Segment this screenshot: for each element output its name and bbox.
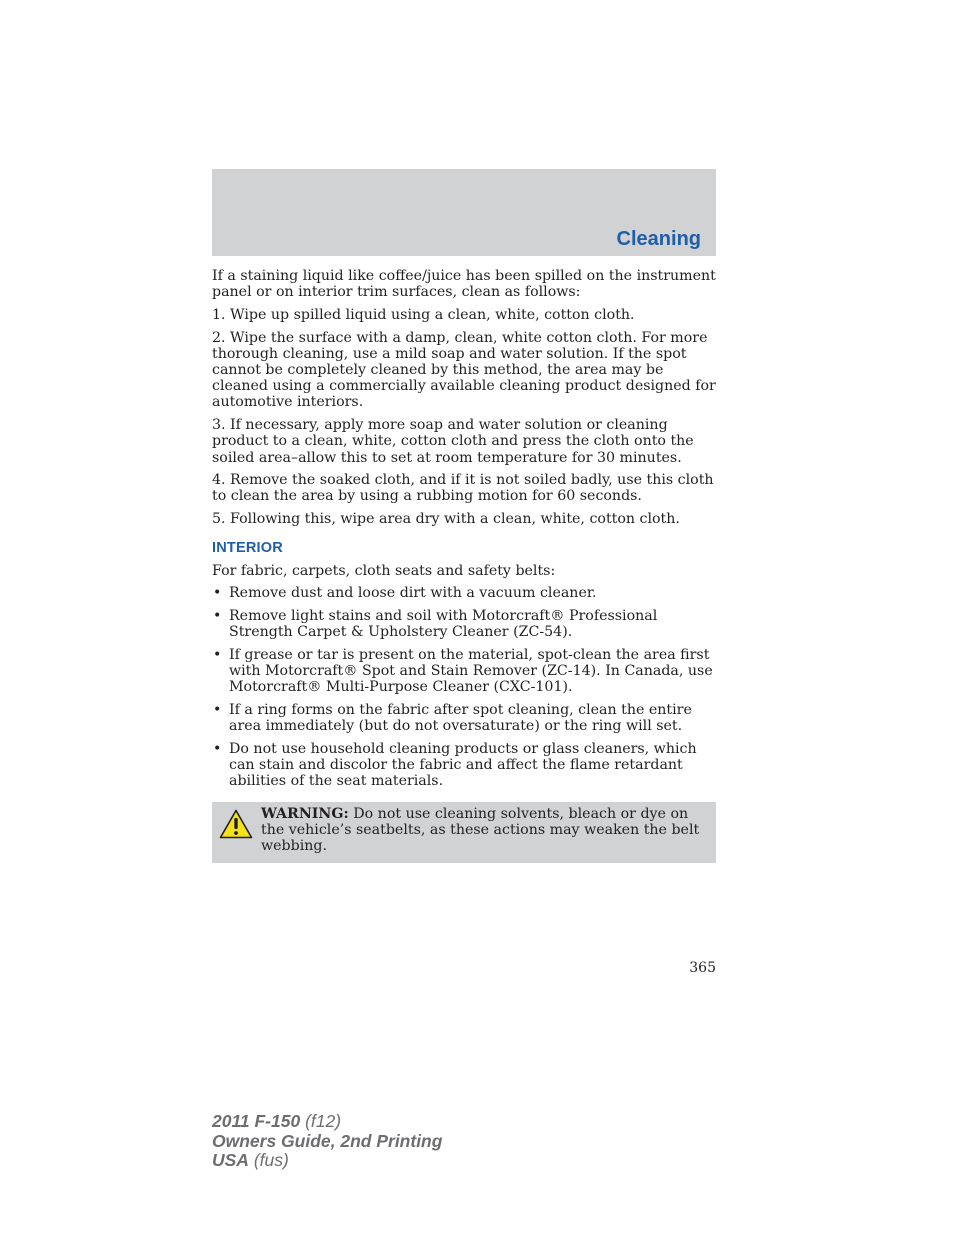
header-band (212, 169, 716, 256)
step-4: 4. Remove the soaked cloth, and if it is not soiled badly, use this cloth to clean the area by using a rubbing motion for 60 seconds. (212, 472, 714, 505)
main-content (212, 268, 716, 796)
footer-line-2: Owners Guide, 2nd Printing (212, 1130, 443, 1151)
step-2: 2. Wipe the surface with a damp, clean, white cotton cloth. For more thorough cleaning, use a mild soap and water solution. If the spot cannot be completely cleaned by this method, the area may be cleaned using a commercially available cleaning product designed for automotive interiors. (212, 329, 716, 411)
step-5: 5. Following this, wipe area dry with a clean, white, cotton cloth. (212, 511, 680, 528)
page-number: 365 (689, 960, 716, 976)
bullet-icon: • (213, 585, 222, 602)
footer-line-3 (212, 1151, 442, 1171)
bullet-icon: • (213, 740, 222, 757)
list-item-text: Do not use household cleaning products or glass cleaners, which can stain and discolor the fabric and affect the flame retardant abilities of the seat materials. (229, 740, 697, 790)
warning-text: Do not use cleaning solvents, bleach or dye on the vehicle’s seatbelts, as these actions may weaken the belt webbing. (261, 806, 700, 855)
warning-box (212, 802, 716, 863)
list-item (212, 702, 716, 734)
list-item-text: Remove dust and loose dirt with a vacuum cleaner. (229, 585, 597, 602)
footer (212, 1112, 442, 1171)
list-item-text: If a ring forms on the fabric after spot cleaning, clean the entire area immediately (but do not oversaturate) or the ring will set. (229, 701, 692, 735)
warning-label: WARNING: (261, 806, 349, 822)
interior-intro: For fabric, carpets, cloth seats and safety belts: (212, 562, 556, 579)
footer-line-1 (212, 1112, 442, 1132)
warning-triangle-icon (219, 809, 253, 839)
intro-paragraph: If a staining liquid like coffee/juice has been spilled on the instrument panel or on interior trim surfaces, clean as follows: (212, 268, 716, 301)
step-3: 3. If necessary, apply more soap and water solution or cleaning product to a clean, white, cotton cloth and press the cloth onto the soiled area–allow this to set at room temperature for 30 minutes. (212, 417, 694, 466)
section-title: Cleaning (616, 228, 701, 250)
list-item-text: If grease or tar is present on the material, spot-clean the area first with Motorcraft® Spot and Stain Remover (ZC-14). In Canada, use Motorcraft® Multi-Purpose Cleaner (CXC-101). (229, 646, 713, 696)
list-item (212, 741, 716, 790)
list-item-text: Remove light stains and soil with Motorcraft® Professional Strength Carpet & Upholstery Cleaner (ZC-54). (229, 607, 658, 641)
interior-heading: INTERIOR (212, 540, 283, 557)
interior-bullet-list (212, 585, 716, 789)
list-item (212, 585, 716, 601)
bullet-icon: • (213, 646, 222, 663)
footer-market: USA (212, 1150, 249, 1170)
bullet-icon: • (213, 701, 222, 718)
footer-market-code: (fus) (248, 1150, 289, 1170)
footer-model-code: (f12) (300, 1111, 342, 1131)
list-item (212, 608, 716, 640)
bullet-icon: • (213, 607, 222, 624)
step-1: 1. Wipe up spilled liquid using a clean, white, cotton cloth. (212, 306, 635, 323)
footer-model: 2011 F-150 (212, 1111, 301, 1131)
list-item (212, 647, 716, 696)
